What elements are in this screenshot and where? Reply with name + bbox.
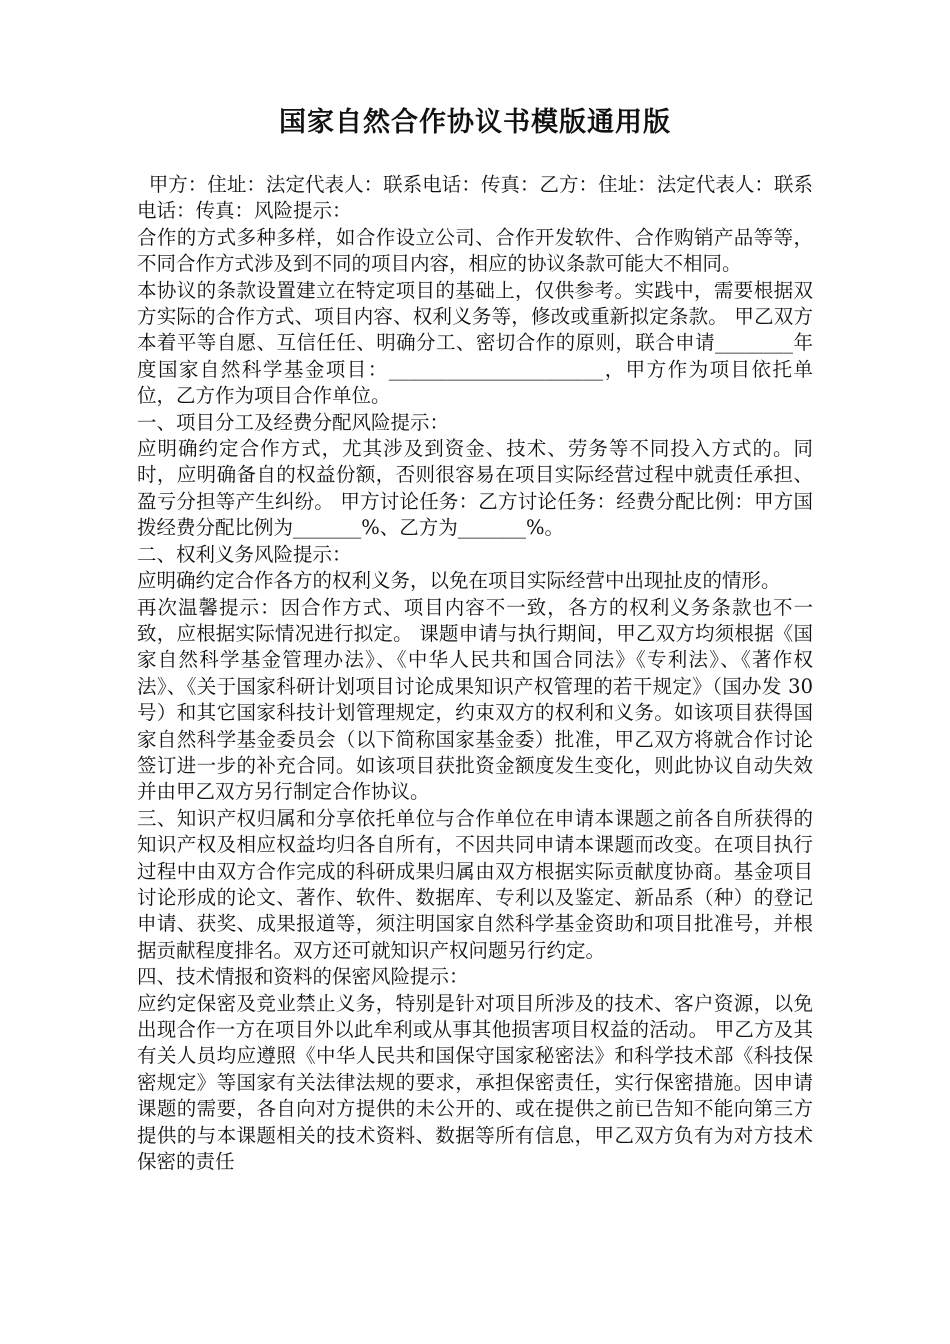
intellectual-property-paragraph: 三、知识产权归属和分享依托单位与合作单位在申请本课题之前各自所获得的知识产权及相应权益均归各自所有，不因共同申请本课题而改变。在项目执行过程中由双方合作完成的科研成果归属由双方根据实际贡献度协商。基金项目讨论形成的论文、著作、软件、数据库、专利以及鉴定、新品系（种）的登记申请、获奖、成果报道等，须注明国家自然科学基金资助和项目批准号，并根据贡献程度排名。双方还可就知识产权问题另行约定。 [137,806,813,962]
document-title: 国家自然合作协议书模版通用版 [279,107,671,138]
rights-obligations-paragraph: 应明确约定合作各方的权利义务，以免在项目实际经营中出现扯皮的情形。 [137,569,781,593]
document-body [137,172,813,1175]
agreement-scope-paragraph: 本协议的条款设置建立在特定项目的基础上，仅供参考。实践中，需要根据双方实际的合作方式、项目内容、权利义务等，修改或重新拟定条款。 甲乙双方本着平等自愿、互信任任、明确分工、密切合作的原则，联合申请________年度国家自然科学基金项目：______________________，甲方作为项目依托单位，乙方作为项目合作单位。 [137,278,813,408]
reminder-paragraph: 再次温馨提示：因合作方式、项目内容不一致，各方的权利义务条款也不一致，应根据实际情况进行拟定。 课题申请与执行期间，甲乙双方均须根据《国家自然科学基金管理办法》、《中华人民共和国合同法》《专利法》、《著作权法》、《关于国家科研计划项目讨论成果知识产权管理的若干规定》（国办发 30 号）和其它国家科技计划管理规定，约束双方的权利和义务。如该项目获得国家自然科学基金委员会（以下简称国家基金委）批准，甲乙双方将就合作讨论签订进一步的补充合同。如该项目获批资金额度发生变化，则此协议自动失效并由甲乙双方另行制定合作协议。 [137,595,813,804]
section-heading-2: 二、权利义务风险提示： [137,542,352,566]
cooperation-methods-paragraph: 合作的方式多种多样，如合作设立公司、合作开发软件、合作购销产品等等，不同合作方式涉及到不同的项目内容，相应的协议条款可能大不相同。 [137,225,813,276]
parties-paragraph: 甲方：住址：法定代表人：联系电话：传真：乙方：住址：法定代表人：联系电话：传真：风险提示： [137,173,813,223]
section-heading-4: 四、技术情报和资料的保密风险提示： [137,965,469,989]
section-heading-1: 一、项目分工及经费分配风险提示： [137,410,450,434]
division-funding-paragraph: 应明确约定合作方式，尤其涉及到资金、技术、劳务等不同投入方式的。同时，应明确备自的权益份额，否则很容易在项目实际经营过程中就责任承担、盈亏分担等产生纠纷。 甲方讨论任务：乙方讨论任务：经费分配比例：甲方国拨经费分配比例为_______%、乙方为_______%。 [137,437,813,540]
confidentiality-paragraph: 应约定保密及竞业禁止义务，特别是针对项目所涉及的技术、客户资源，以免出现合作一方在项目外以此牟利或从事其他损害项目权益的活动。 甲乙方及其有关人员均应遵照《中华人民共和国保守国家秘密法》和科学技术部《科技保密规定》等国家有关法律法规的要求，承担保密责任，实行保密措施。因申请课题的需要，各自向对方提供的未公开的、或在提供之前已告知不能向第三方提供的与本课题相关的技术资料、数据等所有信息，甲乙双方负有为对方技术保密的责任 [137,991,813,1174]
